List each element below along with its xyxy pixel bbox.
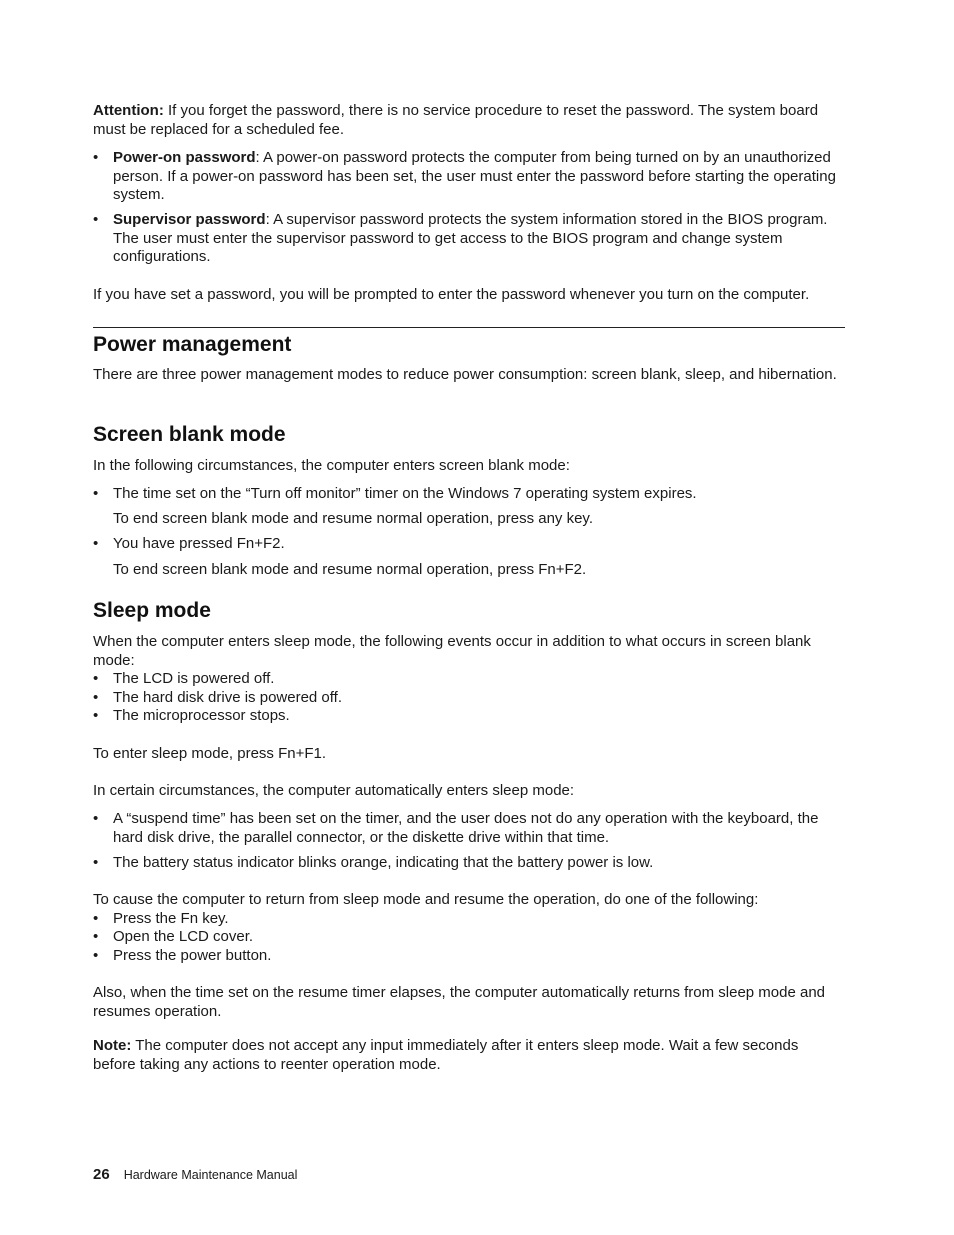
supervisor-password-term: Supervisor password [113, 211, 266, 228]
list-item-text: Open the LCD cover. [113, 928, 254, 945]
sleep-mode-heading: Sleep mode [93, 599, 211, 622]
page-footer [93, 1167, 297, 1183]
screen-blank-intro: In the following circumstances, the computer enters screen blank mode: [93, 457, 570, 474]
bullet: • [93, 928, 99, 945]
list-item-text: The battery status indicator blinks orange, indicating that the battery power is low. [113, 854, 654, 871]
list-item-text: The time set on the “Turn off monitor” timer on the Windows 7 operating system expires. [113, 485, 697, 502]
power-management-intro: There are three power management modes to reduce power consumption: screen blank, sleep, and hibernation. [93, 366, 837, 383]
list-item-text: The LCD is powered off. [113, 670, 275, 687]
list-item-subtext: To end screen blank mode and resume normal operation, press any key. [113, 510, 593, 527]
sleep-return-intro: To cause the computer to return from sleep mode and resume the operation, do one of the following: [93, 891, 759, 908]
bullet: • [93, 707, 99, 724]
page-number: 26 [93, 1166, 110, 1183]
note-paragraph [93, 1037, 845, 1074]
list-item-text: Press the power button. [113, 947, 272, 964]
power-management-heading: Power management [93, 333, 292, 356]
resume-timer-paragraph: Also, when the time set on the resume timer elapses, the computer automatically returns from sleep mode and resumes operation. [93, 984, 826, 1020]
screen-blank-heading: Screen blank mode [93, 423, 286, 446]
bullet: • [93, 689, 99, 706]
supervisor-password-text: : A supervisor password protects the system information stored in the BIOS program. The user must enter the supervisor password to get access to the BIOS program and change system configurations. [113, 211, 828, 265]
bullet: • [93, 910, 99, 927]
list-item-text: The hard disk drive is powered off. [113, 689, 343, 706]
list-item-text: You have pressed Fn+F2. [113, 535, 285, 552]
list-item-subtext: To end screen blank mode and resume normal operation, press Fn+F2. [113, 561, 587, 578]
power-on-password-term: Power-on password [113, 149, 256, 166]
bullet: • [93, 670, 99, 687]
note-text: The computer does not accept any input immediately after it enters sleep mode. Wait a few seconds before taking any actions to reenter operation mode. [93, 1037, 799, 1073]
bullet: • [93, 149, 99, 166]
sleep-enter-paragraph: To enter sleep mode, press Fn+F1. [93, 745, 327, 762]
sleep-auto-intro: In certain circumstances, the computer automatically enters sleep mode: [93, 782, 575, 799]
list-item-text: The microprocessor stops. [113, 707, 290, 724]
note-label: Note: [93, 1037, 132, 1054]
attention-paragraph [93, 102, 845, 139]
attention-label: Attention: [93, 102, 164, 119]
list-item-text: A “suspend time” has been set on the timer, and the user does not do any operation with the keyboard, the hard disk drive, the parallel connector, or the diskette drive within that time. [113, 810, 819, 846]
attention-text: If you forget the password, there is no service procedure to reset the password. The system board must be replaced for a scheduled fee. [93, 102, 819, 138]
bullet: • [93, 535, 99, 552]
manual-title: Hardware Maintenance Manual [123, 1168, 298, 1182]
bullet: • [93, 810, 99, 827]
section-divider [93, 327, 845, 328]
password-prompt-paragraph: If you have set a password, you will be prompted to enter the password whenever you turn on the computer. [93, 286, 810, 303]
bullet: • [93, 947, 99, 964]
bullet: • [93, 485, 99, 502]
power-on-password-text: : A power-on password protects the computer from being turned on by an unauthorized person. If a power-on password has been set, the user must enter the password before starting the operating system. [113, 149, 836, 203]
bullet: • [93, 211, 99, 228]
sleep-mode-intro: When the computer enters sleep mode, the following events occur in addition to what occurs in screen blank mode: [93, 633, 811, 669]
list-item-text: Press the Fn key. [113, 910, 229, 927]
bullet: • [93, 854, 99, 871]
